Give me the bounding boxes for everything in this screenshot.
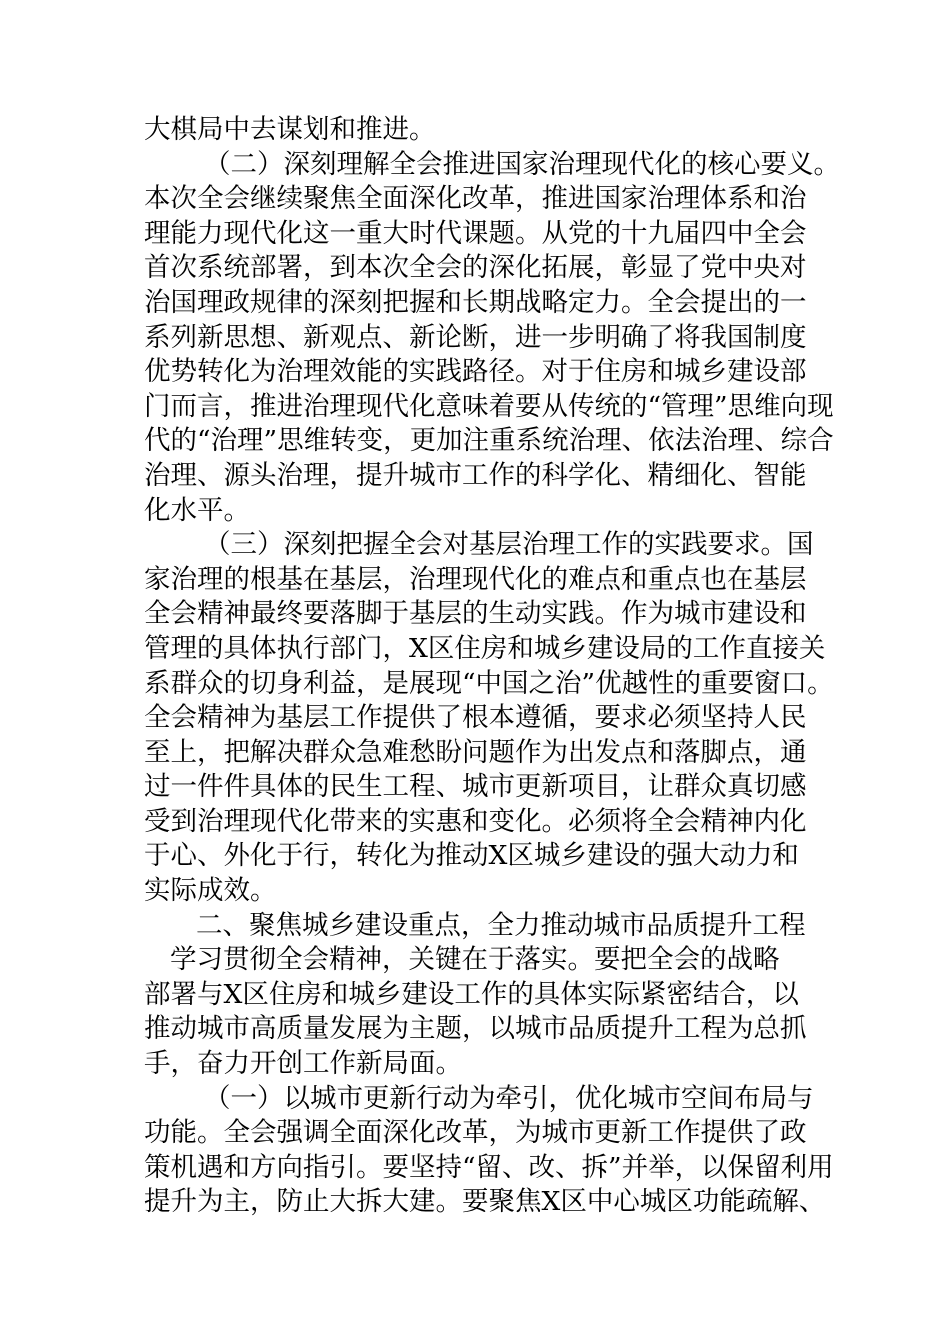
text-line: 手，奋力开创工作新局面。 [144,1048,462,1080]
section-heading: 二、聚焦城乡建设重点，全力推动城市品质提升工程 [196,909,806,941]
text-line: 实际成效。 [144,875,277,907]
paragraph-start: 学习贯彻全会精神，关键在于落实。要把全会的战略 [170,944,780,976]
text-line: 策机遇和方向指引。要坚持“留、改、拆”并举，以保留利用 [144,1151,834,1183]
text-line: 化水平。 [144,494,250,526]
text-line: 推动城市高质量发展为主题，以城市品质提升工程为总抓 [144,1013,807,1045]
text-line: 受到治理现代化带来的实惠和变化。必须将全会精神内化 [144,805,807,837]
text-line: 提升为主，防止大拆大建。要聚焦X区中心城区功能疏解、 [144,1186,826,1218]
text-line: 系列新思想、新观点、新论断，进一步明确了将我国制度 [144,321,807,353]
subsection-heading: （二）深刻理解全会推进国家治理现代化的核心要义。 [204,148,840,180]
text-line: 管理的具体执行部门，X区住房和城乡建设局的工作直接关 [144,632,826,664]
subsection-heading: （三）深刻把握全会对基层治理工作的实践要求。国 [204,529,814,561]
text-line: 治国理政规律的深刻把握和长期战略定力。全会提出的一 [144,286,807,318]
text-line: 功能。全会强调全面深化改革，为城市更新工作提供了政 [144,1117,807,1149]
text-line: 代的“治理”思维转变，更加注重系统治理、依法治理、综合 [144,425,834,457]
text-line: 全会精神为基层工作提供了根本遵循，要求必须坚持人民 [144,702,807,734]
text-line: 部署与X区住房和城乡建设工作的具体实际紧密结合，以 [144,978,799,1010]
text-line: 首次系统部署，到本次全会的深化拓展，彰显了党中央对 [144,252,807,284]
text-line: 过一件件具体的民生工程、城市更新项目，让群众真切感 [144,771,807,803]
text-line: 本次全会继续聚焦全面深化改革，推进国家治理体系和治 [144,183,807,215]
text-line: 门而言，推进治理现代化意味着要从传统的“管理”思维向现 [144,390,834,422]
text-line: 家治理的根基在基层，治理现代化的难点和重点也在基层 [144,563,807,595]
text-line: 至上，把解决群众急难愁盼问题作为出发点和落脚点，通 [144,736,807,768]
text-line: 全会精神最终要落脚于基层的生动实践。作为城市建设和 [144,598,807,630]
subsection-heading: （一）以城市更新行动为牵引，优化城市空间布局与 [204,1082,814,1114]
text-line: 系群众的切身利益，是展现“中国之治”优越性的重要窗口。 [144,667,834,699]
text-line: 于心、外化于行，转化为推动X区城乡建设的强大动力和 [144,840,799,872]
text-line: 理能力现代化这一重大时代课题。从党的十九届四中全会 [144,217,807,249]
text-line: 大棋局中去谋划和推进。 [144,114,436,145]
text-line: 治理、源头治理，提升城市工作的科学化、精细化、智能 [144,459,807,491]
text-line: 优势转化为治理效能的实践路径。对于住房和城乡建设部 [144,356,807,388]
